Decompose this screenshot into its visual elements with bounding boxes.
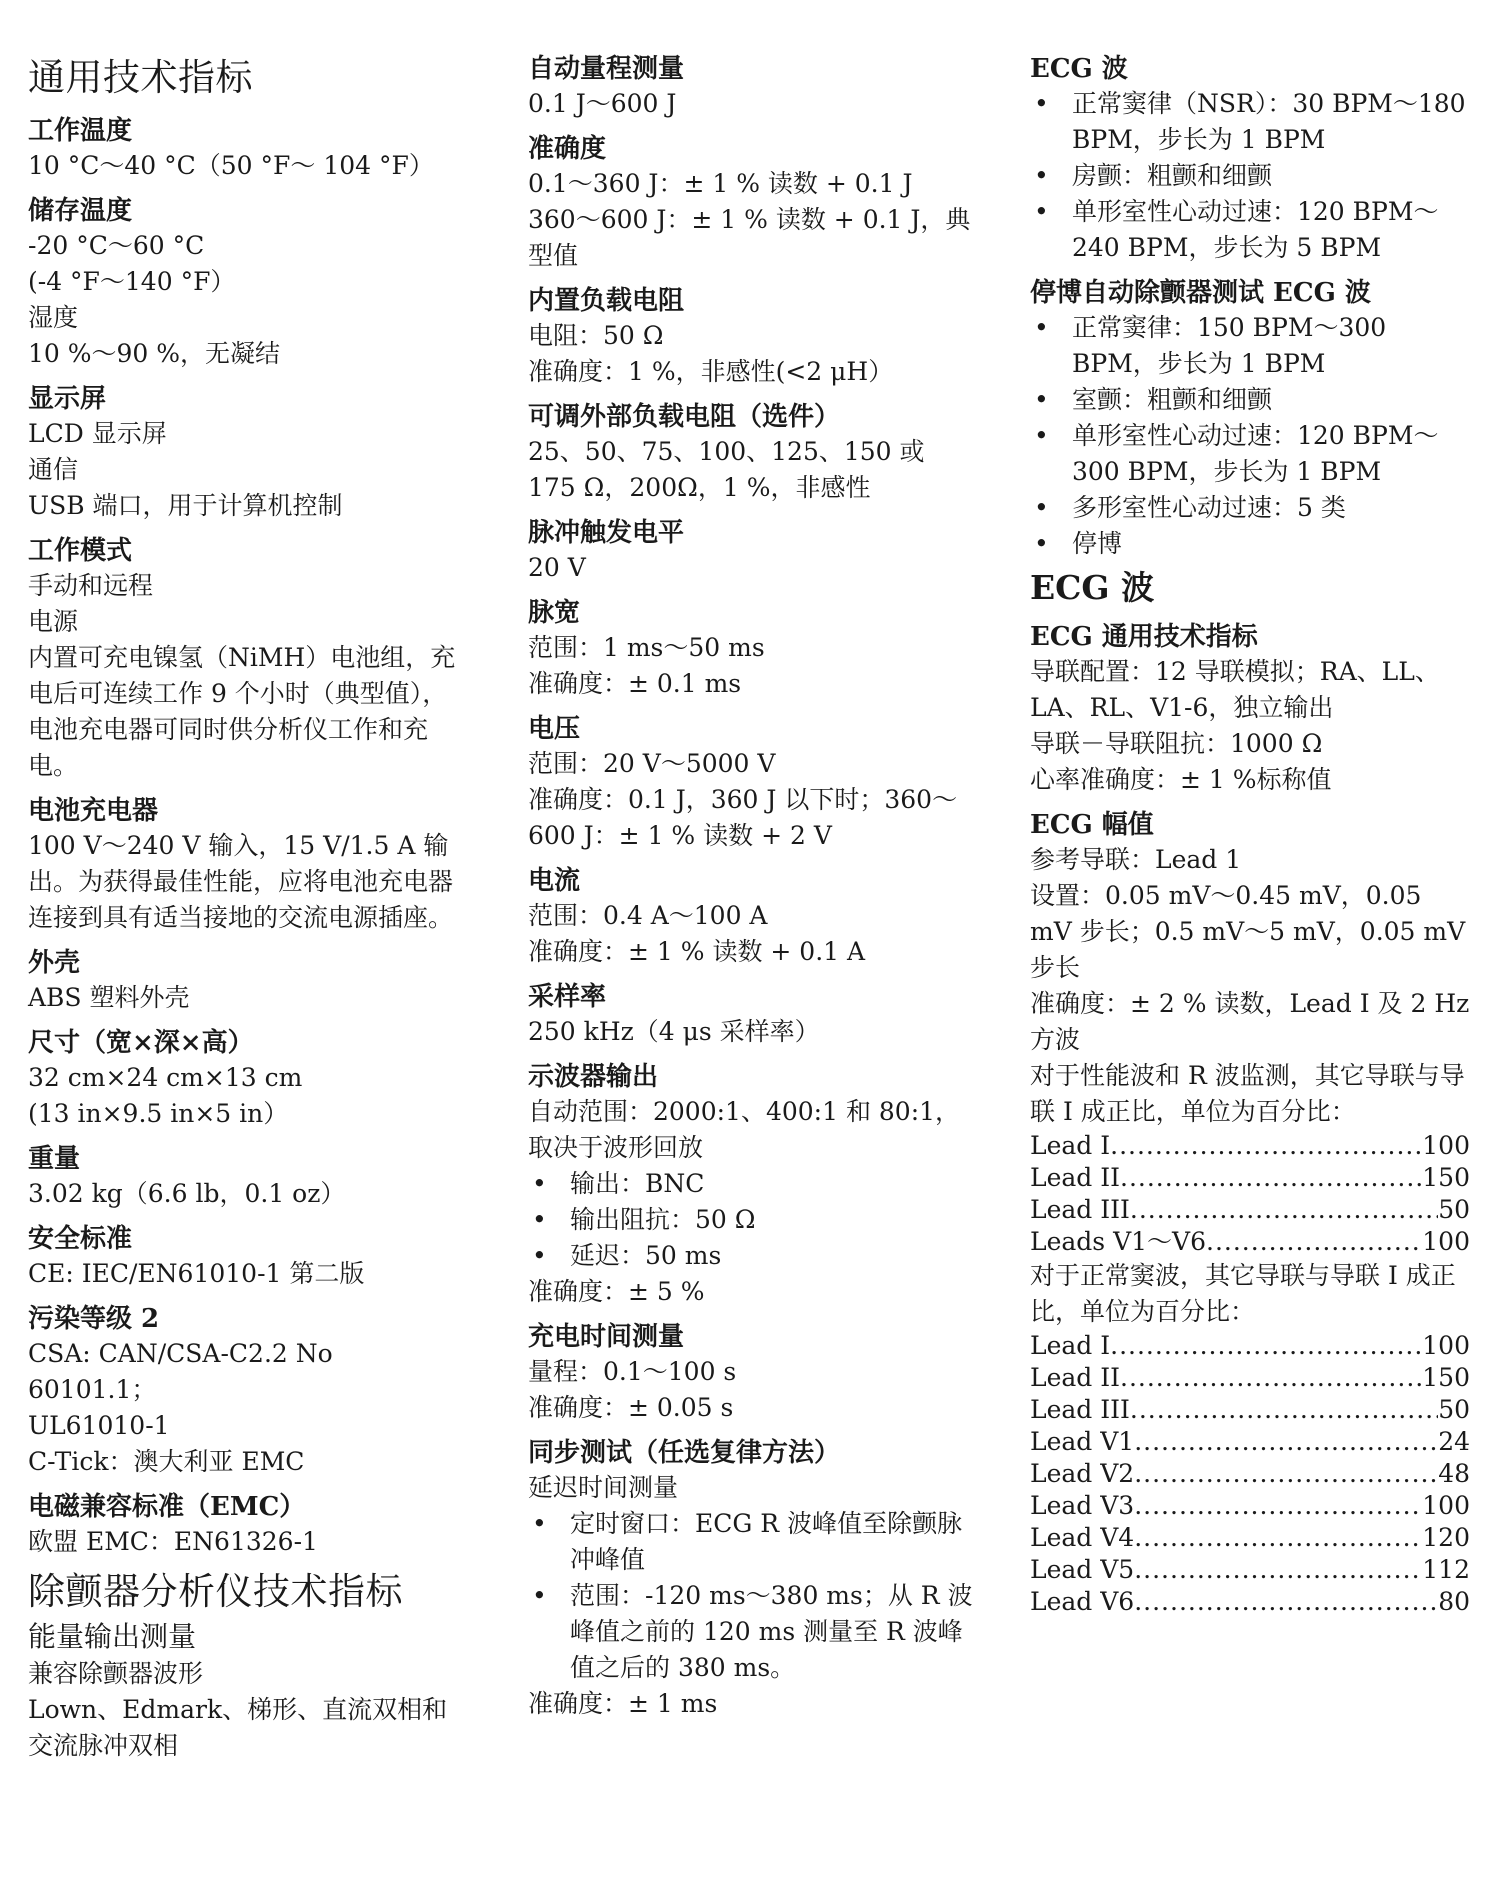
spec-heading: 充电时间测量 <box>528 1322 685 1352</box>
spec-heading: 可调外部负载电阻（选件） <box>528 402 841 432</box>
lead-row <box>1030 1426 1470 1458</box>
bullet-icon: • <box>1034 89 1049 118</box>
spec-text: -20 °C～60 °C <box>28 231 205 260</box>
dot-leader <box>1134 1554 1422 1586</box>
lead-row <box>1030 1394 1470 1426</box>
list-item <box>528 1166 978 1202</box>
spec-heading: 停博自动除颤器测试 ECG 波 <box>1030 278 1371 308</box>
list-item-text: 范围：-120 ms～380 ms；从 R 波峰值之前的 120 ms 测量至 R 波峰值之后的 380 ms。 <box>570 1581 973 1682</box>
bullet-list <box>528 1166 978 1274</box>
spec-text: 范围：0.4 A～100 A <box>528 901 768 930</box>
dot-leader <box>1134 1586 1438 1618</box>
spec-text: LCD 显示屏 <box>28 419 167 448</box>
lead-name: Lead III <box>1030 1395 1130 1424</box>
dot-leader <box>1110 1330 1422 1362</box>
list-item <box>1030 526 1470 562</box>
spec-heading: 污染等级 2 <box>28 1304 160 1334</box>
list-item-text: 输出：BNC <box>570 1169 705 1198</box>
spec-text: 范围：20 V～5000 V <box>528 749 776 778</box>
spec-text: 兼容除颤器波形 <box>28 1659 204 1688</box>
spec-text: UL61010-1 <box>28 1411 170 1440</box>
column-middle <box>528 52 978 1722</box>
bullet-icon: • <box>1034 493 1049 522</box>
lead-name: Lead V1 <box>1030 1427 1135 1456</box>
list-item <box>1030 310 1470 382</box>
lead-row <box>1030 1162 1470 1194</box>
lead-name: Lead III <box>1030 1195 1130 1224</box>
spec-text: 设置：0.05 mV～0.45 mV，0.05 mV 步长；0.5 mV～5 mV，0.05 mV 步长 <box>1030 881 1466 982</box>
bullet-icon: • <box>1034 197 1049 226</box>
spec-text: 0.1～360 J：± 1 % 读数 + 0.1 J <box>528 169 913 198</box>
spec-text: 准确度：0.1 J，360 J 以下时；360～600 J：± 1 % 读数 + 2 V <box>528 785 958 850</box>
spec-text: 20 V <box>528 553 586 582</box>
major-heading: ECG 波 <box>1030 568 1155 607</box>
spec-text: 准确度：± 0.1 ms <box>528 669 742 698</box>
spec-text: 3.02 kg（6.6 lb，0.1 oz） <box>28 1179 346 1208</box>
bullet-icon: • <box>1034 529 1049 558</box>
lead-value: 100 <box>1422 1491 1470 1520</box>
spec-text: (13 in×9.5 in×5 in） <box>28 1099 289 1128</box>
lead-name: Lead II <box>1030 1163 1121 1192</box>
list-item <box>528 1578 978 1686</box>
list-item <box>528 1202 978 1238</box>
dot-leader <box>1110 1130 1422 1162</box>
list-item <box>1030 194 1470 266</box>
spec-text: 内置可充电镍氢（NiMH）电池组，充电后可连续工作 9 个小时（典型值），电池充电器可同时供分析仪工作和充电。 <box>28 643 456 780</box>
spec-text: 延迟时间测量 <box>528 1473 679 1502</box>
spec-heading: ECG 幅值 <box>1030 810 1154 840</box>
lead-row <box>1030 1458 1470 1490</box>
bullet-icon: • <box>1034 313 1049 342</box>
spec-text: 参考导联：Lead 1 <box>1030 845 1242 874</box>
dot-leader <box>1134 1458 1438 1490</box>
spec-text: ABS 塑料外壳 <box>28 983 190 1012</box>
spec-text: CSA: CAN/CSA-C2.2 No 60101.1； <box>28 1339 333 1404</box>
column-left <box>28 52 468 1764</box>
lead-name: Lead II <box>1030 1363 1121 1392</box>
spec-heading: 脉冲触发电平 <box>528 518 685 548</box>
spec-heading: 电流 <box>528 866 581 896</box>
bullet-icon: • <box>532 1169 547 1198</box>
spec-text: 心率准确度：± 1 %标称值 <box>1030 765 1332 794</box>
list-item-text: 多形室性心动过速：5 类 <box>1072 493 1346 522</box>
spec-text: 准确度：± 1 ms <box>528 1689 718 1718</box>
lead-value: 100 <box>1422 1227 1470 1256</box>
lead-row <box>1030 1362 1470 1394</box>
lead-value: 50 <box>1438 1195 1470 1224</box>
dot-leader <box>1134 1426 1438 1458</box>
lead-value: 150 <box>1422 1163 1470 1192</box>
spec-heading: 尺寸（宽×深×高） <box>28 1028 254 1058</box>
bullet-list <box>1030 310 1470 562</box>
spec-text: 电阻：50 Ω <box>528 321 664 350</box>
list-item-text: 单形室性心动过速：120 BPM～240 BPM，步长为 5 BPM <box>1072 197 1439 262</box>
dot-leader <box>1130 1194 1438 1226</box>
spec-text: 通信 <box>28 455 79 484</box>
column-right <box>1030 52 1470 1618</box>
lead-value: 120 <box>1422 1523 1470 1552</box>
spec-text: 准确度：1 %，非感性(<2 μH） <box>528 357 894 386</box>
spec-text: 对于性能波和 R 波监测，其它导联与导联 I 成正比，单位为百分比： <box>1030 1061 1465 1126</box>
dot-leader <box>1206 1226 1422 1258</box>
bullet-icon: • <box>532 1581 547 1610</box>
spec-text: C-Tick：澳大利亚 EMC <box>28 1447 305 1476</box>
dot-leader <box>1120 1362 1422 1394</box>
spec-text: 范围：1 ms～50 ms <box>528 633 765 662</box>
spec-text: 100 V～240 V 输入，15 V/1.5 A 输出。为获得最佳性能，应将电池充电器连接到具有适当接地的交流电源插座。 <box>28 831 454 932</box>
list-item <box>1030 158 1470 194</box>
spec-heading: 显示屏 <box>28 384 107 414</box>
lead-value: 100 <box>1422 1331 1470 1360</box>
list-item <box>1030 382 1470 418</box>
spec-text: Lown、Edmark、梯形、直流双相和交流脉冲双相 <box>28 1695 448 1760</box>
spec-text: 导联配置：12 导联模拟；RA、LL、LA、RL、V1-6，独立输出 <box>1030 657 1440 722</box>
list-item-text: 定时窗口：ECG R 波峰值至除颤脉冲峰值 <box>570 1509 963 1574</box>
spec-text: 电源 <box>28 607 79 636</box>
spec-heading: 电压 <box>528 714 581 744</box>
lead-row <box>1030 1194 1470 1226</box>
bullet-icon: • <box>532 1509 547 1538</box>
spec-text: 量程：0.1～100 s <box>528 1357 737 1386</box>
spec-heading: 电池充电器 <box>28 796 159 826</box>
list-item-text: 室颤：粗颤和细颤 <box>1072 385 1273 414</box>
spec-heading: 准确度 <box>528 134 607 164</box>
list-item <box>528 1238 978 1274</box>
spec-heading: 重量 <box>28 1144 81 1174</box>
spec-heading: ECG 通用技术指标 <box>1030 622 1258 652</box>
spec-heading: 内置负载电阻 <box>528 286 685 316</box>
lead-row <box>1030 1226 1470 1258</box>
spec-heading: 储存温度 <box>28 196 133 226</box>
spec-text: 25、50、75、100、125、150 或 175 Ω，200Ω，1 %，非感性 <box>528 437 925 502</box>
spec-text: 自动范围：2000:1、400:1 和 80:1，取决于波形回放 <box>528 1097 961 1162</box>
section-title: 除颤器分析仪技术指标 <box>28 1570 403 1613</box>
lead-row <box>1030 1522 1470 1554</box>
spec-text: 准确度：± 0.05 s <box>528 1393 734 1422</box>
dot-leader <box>1120 1162 1422 1194</box>
lead-row <box>1030 1586 1470 1618</box>
spec-text: CE: IEC/EN61010-1 第二版 <box>28 1259 365 1288</box>
bullet-list <box>1030 86 1470 266</box>
spec-text: (-4 °F～140 °F） <box>28 267 236 296</box>
lead-value: 50 <box>1438 1395 1470 1424</box>
dot-leader <box>1130 1394 1438 1426</box>
bullet-list <box>528 1506 978 1686</box>
spec-text: 10 °C～40 °C（50 °F～ 104 °F） <box>28 151 434 180</box>
lead-name: Lead V2 <box>1030 1459 1135 1488</box>
spec-heading: 采样率 <box>528 982 607 1012</box>
bullet-icon: • <box>532 1205 547 1234</box>
list-item <box>1030 418 1470 490</box>
list-item <box>528 1506 978 1578</box>
spec-heading: 工作温度 <box>28 116 133 146</box>
list-item-text: 延迟：50 ms <box>570 1241 722 1270</box>
spec-heading: 同步测试（任选复律方法） <box>528 1438 841 1468</box>
spec-text: 32 cm×24 cm×13 cm <box>28 1063 303 1092</box>
list-item-text: 输出阻抗：50 Ω <box>570 1205 756 1234</box>
spec-heading: 工作模式 <box>28 536 133 566</box>
spec-text: 湿度 <box>28 303 79 332</box>
spec-text: 准确度：± 1 % 读数 + 0.1 A <box>528 937 866 966</box>
lead-name: Leads V1～V6 <box>1030 1227 1207 1256</box>
spec-text: 10 %～90 %，无凝结 <box>28 339 281 368</box>
spec-heading: 安全标准 <box>28 1224 133 1254</box>
list-item-text: 正常窦律：150 BPM～300 BPM，步长为 1 BPM <box>1072 313 1387 378</box>
spec-heading: 外壳 <box>28 948 81 978</box>
lead-value: 24 <box>1438 1427 1470 1456</box>
section-subtitle: 能量输出测量 <box>28 1620 197 1653</box>
lead-row <box>1030 1490 1470 1522</box>
spec-heading: ECG 波 <box>1030 54 1128 84</box>
lead-name: Lead I <box>1030 1131 1111 1160</box>
spec-heading: 脉宽 <box>528 598 581 628</box>
dot-leader <box>1134 1522 1422 1554</box>
lead-row <box>1030 1554 1470 1586</box>
lead-value: 80 <box>1438 1587 1470 1616</box>
list-item <box>1030 86 1470 158</box>
list-item-text: 停博 <box>1072 529 1123 558</box>
lead-value: 150 <box>1422 1363 1470 1392</box>
lead-name: Lead I <box>1030 1331 1111 1360</box>
lead-name: Lead V6 <box>1030 1587 1135 1616</box>
spec-text: 手动和远程 <box>28 571 154 600</box>
dot-leader <box>1134 1490 1422 1522</box>
section-title: 通用技术指标 <box>28 56 253 99</box>
lead-name: Lead V5 <box>1030 1555 1135 1584</box>
lead-row <box>1030 1330 1470 1362</box>
bullet-icon: • <box>1034 161 1049 190</box>
spec-heading: 示波器输出 <box>528 1062 659 1092</box>
lead-name: Lead V3 <box>1030 1491 1135 1520</box>
bullet-icon: • <box>1034 385 1049 414</box>
spec-text: 导联－导联阻抗：1000 Ω <box>1030 729 1323 758</box>
bullet-icon: • <box>1034 421 1049 450</box>
spec-text: 0.1 J～600 J <box>528 89 677 118</box>
lead-value: 48 <box>1438 1459 1470 1488</box>
lead-value: 100 <box>1422 1131 1470 1160</box>
lead-name: Lead V4 <box>1030 1523 1135 1552</box>
spec-text: 准确度：± 5 % <box>528 1277 705 1306</box>
lead-row <box>1030 1130 1470 1162</box>
spec-text: 360～600 J：± 1 % 读数 + 0.1 J，典型值 <box>528 205 971 270</box>
list-item-text: 房颤：粗颤和细颤 <box>1072 161 1273 190</box>
spec-text: 对于正常窦波，其它导联与导联 I 成正比，单位为百分比： <box>1030 1261 1456 1326</box>
spec-text: USB 端口，用于计算机控制 <box>28 491 343 520</box>
lead-value: 112 <box>1422 1555 1470 1584</box>
spec-heading: 自动量程测量 <box>528 54 685 84</box>
list-item-text: 单形室性心动过速：120 BPM～300 BPM，步长为 1 BPM <box>1072 421 1439 486</box>
list-item-text: 正常窦律（NSR）：30 BPM～180 BPM，步长为 1 BPM <box>1072 89 1466 154</box>
spec-text: 准确度：± 2 % 读数，Lead I 及 2 Hz 方波 <box>1030 989 1470 1054</box>
bullet-icon: • <box>532 1241 547 1270</box>
spec-text: 250 kHz（4 μs 采样率） <box>528 1017 820 1046</box>
spec-heading: 电磁兼容标准（EMC） <box>28 1492 306 1522</box>
list-item <box>1030 490 1470 526</box>
spec-text: 欧盟 EMC：EN61326-1 <box>28 1527 318 1556</box>
